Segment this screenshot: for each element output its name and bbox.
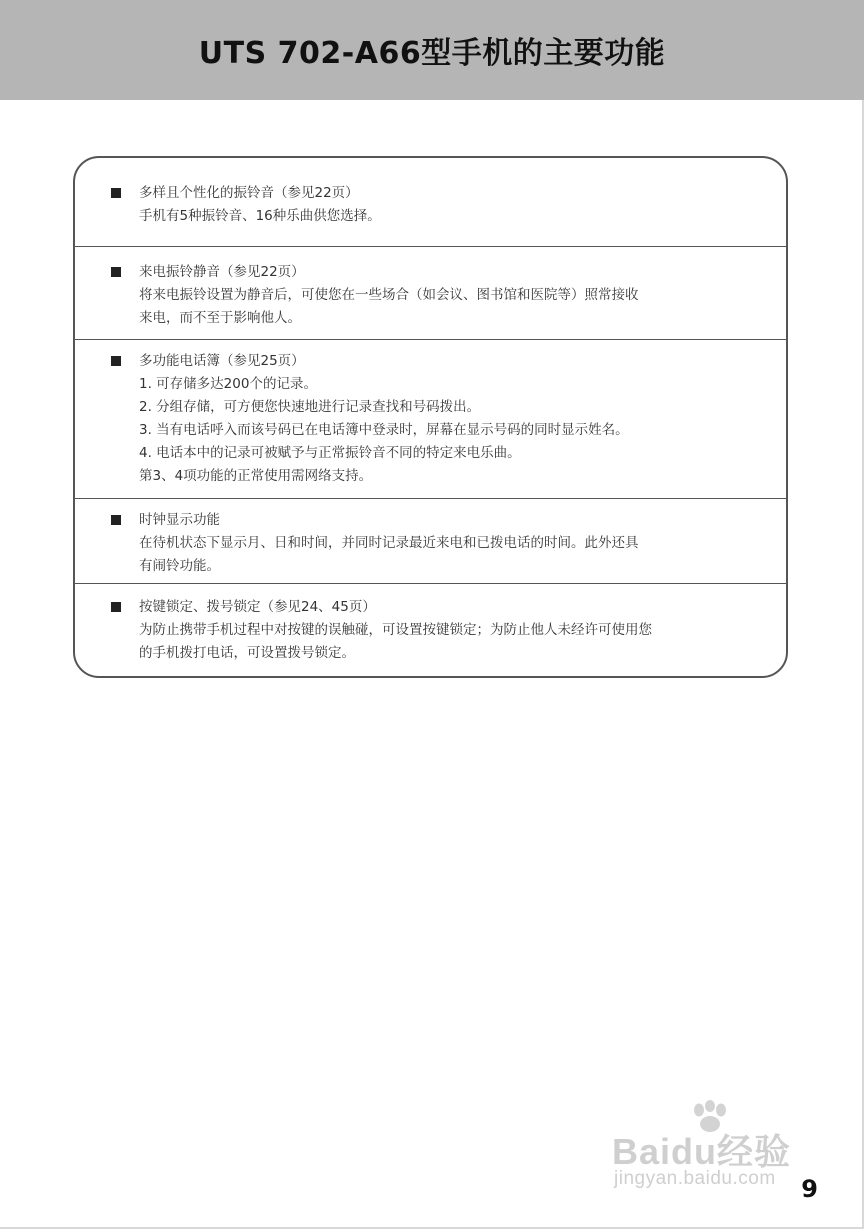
watermark-brand: Baidu经验 (612, 1131, 792, 1172)
bullet-square-icon (111, 356, 121, 366)
feature-title: 来电振铃静音（参见22页） (139, 264, 305, 280)
page-title: UTS 702-A66型手机的主要功能 (198, 36, 666, 71)
feature-title: 时钟显示功能 (139, 512, 220, 528)
feature-text: 第3、4项功能的正常使用需网络支持。 (139, 468, 373, 484)
feature-text: 的手机拨打电话，可设置拨号锁定。 (139, 645, 355, 661)
feature-text: 为防止携带手机过程中对按键的误触碰，可设置按键锁定；为防止他人未经许可使用您 (139, 622, 652, 638)
baidu-watermark (612, 1100, 812, 1200)
feature-text: 将来电振铃设置为静音后，可使您在一些场合（如会议、图书馆和医院等）照常接收 (139, 287, 639, 303)
page-header (0, 0, 864, 100)
bullet-square-icon (111, 515, 121, 525)
bullet-square-icon (111, 267, 121, 277)
feature-text: 来电，而不至于影响他人。 (139, 310, 301, 326)
feature-key-lock (75, 583, 786, 678)
feature-clock (75, 498, 786, 584)
feature-text: 1. 可存储多达200个的记录。 (139, 376, 317, 392)
features-box (73, 156, 788, 678)
feature-title: 多功能电话簿（参见25页） (139, 353, 305, 369)
feature-silent-ring (75, 246, 786, 340)
feature-text: 4. 电话本中的记录可被赋予与正常振铃音不同的特定来电乐曲。 (139, 445, 521, 461)
page-number: 9 (801, 1175, 818, 1203)
bullet-square-icon (111, 602, 121, 612)
feature-text: 手机有5种振铃音、16种乐曲供您选择。 (139, 208, 381, 224)
feature-text: 2. 分组存储，可方便您快速地进行记录查找和号码拨出。 (139, 399, 481, 415)
feature-text: 在待机状态下显示月、日和时间，并同时记录最近来电和已拨电话的时间。此外还具 (139, 535, 639, 551)
feature-text: 有闹铃功能。 (139, 558, 220, 574)
feature-phonebook (75, 339, 786, 499)
feature-text: 3. 当有电话呼入而该号码已在电话簿中登录时，屏幕在显示号码的同时显示姓名。 (139, 422, 629, 438)
feature-title: 多样且个性化的振铃音（参见22页） (139, 185, 359, 201)
bullet-square-icon (111, 188, 121, 198)
feature-title: 按键锁定、拨号锁定（参见24、45页） (139, 599, 376, 615)
feature-ringtones (75, 158, 786, 248)
watermark-url: jingyan.baidu.com (614, 1168, 776, 1189)
